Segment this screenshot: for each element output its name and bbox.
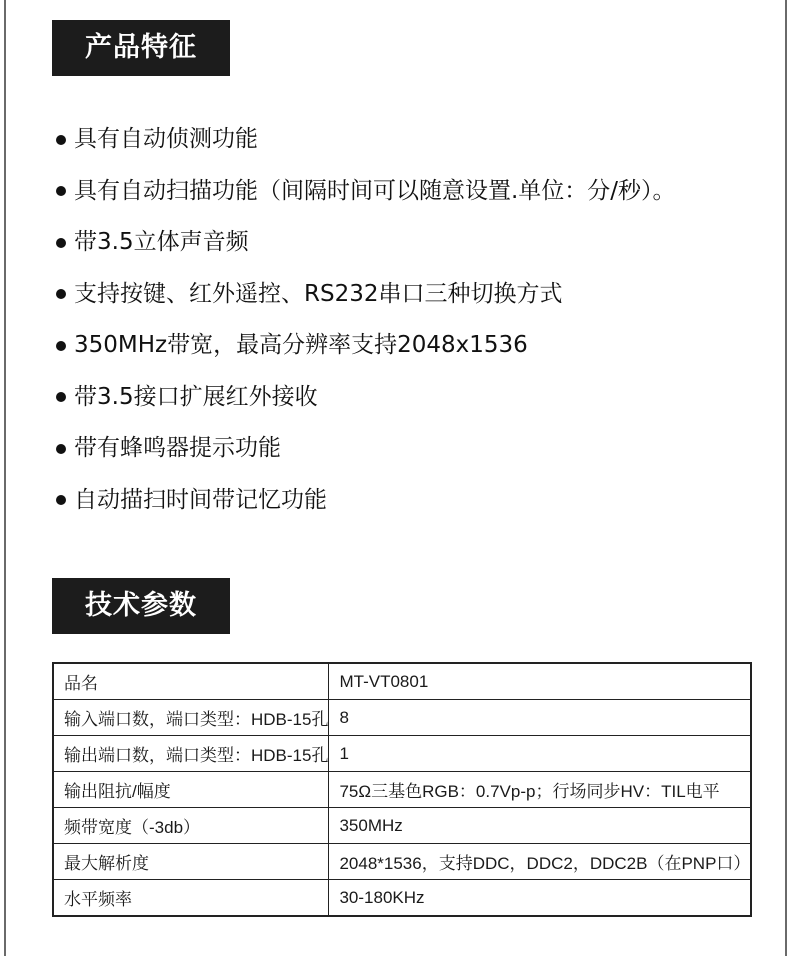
feature-item	[52, 217, 676, 269]
feature-text: 带3.5接口扩展红外接收	[74, 383, 318, 410]
page-border-right	[785, 0, 787, 956]
spec-key: 输出端口数，端口类型：HDB-15孔	[53, 736, 329, 772]
table-row	[53, 844, 751, 880]
feature-list	[52, 114, 676, 526]
feature-text: 具有自动侦测功能	[74, 126, 258, 152]
bullet-icon	[56, 444, 66, 454]
table-row	[53, 880, 751, 917]
table-row	[53, 663, 751, 700]
feature-item	[52, 269, 676, 321]
spec-key: 频带宽度（-3db）	[53, 808, 329, 844]
feature-text: 自动描扫时间带记忆功能	[74, 486, 327, 513]
bullet-icon	[56, 495, 66, 505]
feature-item	[52, 114, 676, 166]
spec-value: 1	[329, 736, 751, 772]
table-row	[53, 700, 751, 736]
bullet-icon	[56, 392, 66, 402]
spec-value: 8	[329, 700, 751, 736]
spec-key: 输出阻抗/幅度	[53, 772, 329, 808]
spec-key: 品名	[53, 663, 329, 700]
bullet-icon	[56, 186, 66, 196]
bullet-icon	[56, 289, 66, 299]
feature-text: 带有蜂鸣器提示功能	[74, 435, 281, 461]
table-row	[53, 808, 751, 844]
feature-item	[52, 166, 676, 218]
spec-key: 水平频率	[53, 880, 329, 917]
spec-value: 30-180KHz	[329, 880, 751, 917]
spec-key: 最大解析度	[53, 844, 329, 880]
spec-value: 350MHz	[329, 808, 751, 844]
spec-value: MT-VT0801	[329, 663, 751, 700]
bullet-icon	[56, 238, 66, 248]
spec-key: 输入端口数，端口类型：HDB-15孔	[53, 700, 329, 736]
feature-text: 350MHz带宽，最高分辨率支持2048x1536	[74, 332, 528, 358]
feature-item	[52, 320, 676, 372]
features-heading: 产品特征	[52, 20, 230, 76]
spec-value: 75Ω三基色RGB：0.7Vp-p；行场同步HV：TIL电平	[329, 772, 751, 808]
spec-table	[52, 662, 752, 917]
table-row	[53, 736, 751, 772]
specs-heading: 技术参数	[52, 578, 230, 634]
spec-value: 2048*1536，支持DDC，DDC2，DDC2B（在PNP口）	[329, 844, 751, 880]
feature-text: 具有自动扫描功能（间隔时间可以随意设置.单位：分/秒）。	[74, 177, 676, 204]
feature-text: 支持按键、红外遥控、RS232串口三种切换方式	[74, 280, 563, 307]
bullet-icon	[56, 135, 66, 145]
feature-item	[52, 475, 676, 527]
bullet-icon	[56, 341, 66, 351]
feature-text: 带3.5立体声音频	[74, 229, 249, 255]
page-border-left	[4, 0, 6, 956]
feature-item	[52, 372, 676, 424]
feature-item	[52, 423, 676, 475]
table-row	[53, 772, 751, 808]
